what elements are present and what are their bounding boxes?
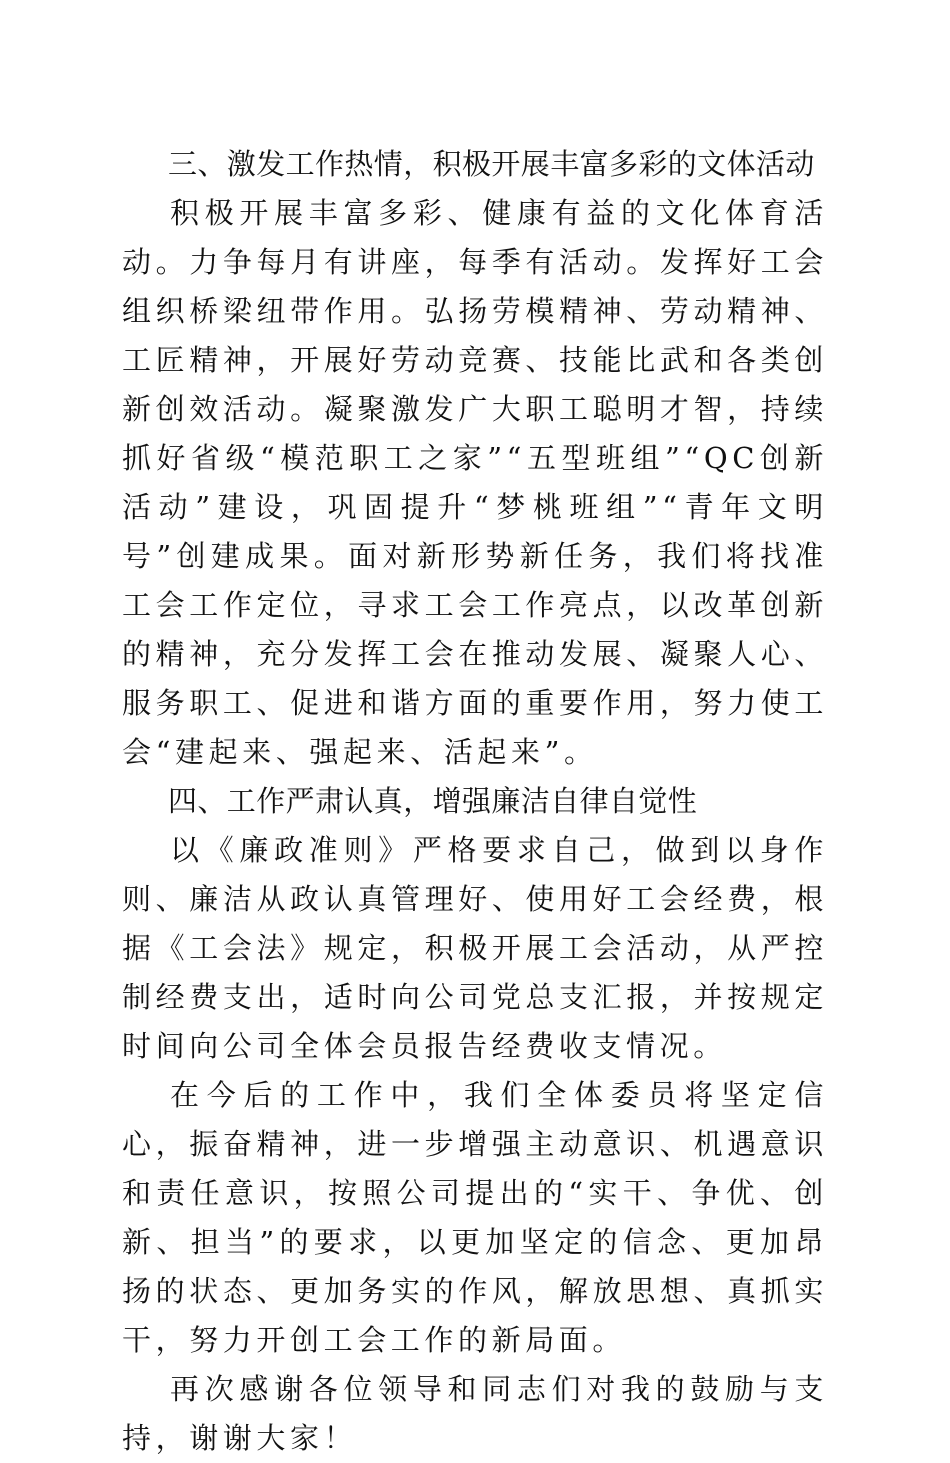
- section-3-heading: 三、激发工作热情，积极开展丰富多彩的文体活动: [168, 147, 815, 181]
- document-page: [122, 140, 828, 1463]
- closing-paragraph: 在今后的工作中，我们全体委员将坚定信心，振奋精神，进一步增强主动意识、机遇意识和责任意识，按照公司提出的“实干、争优、创新、担当”的要求，以更加坚定的信念、更加昂扬的状态、更加务实的作风，解放思想、真抓实干，努力开创工会工作的新局面。: [122, 1078, 828, 1357]
- section-4-paragraph: 以《廉政准则》严格要求自己，做到以身作则、廉洁从政认真管理好、使用好工会经费，根据《工会法》规定，积极开展工会活动，从严控制经费支出，适时向公司党总支汇报，并按规定时间向公司全体会员报告经费收支情况。: [122, 833, 828, 1063]
- section-3-paragraph: 积极开展丰富多彩、健康有益的文化体育活动。力争每月有讲座，每季有活动。发挥好工会组织桥梁纽带作用。弘扬劳模精神、劳动精神、工匠精神，开展好劳动竞赛、技能比武和各类创新创效活动。凝聚激发广大职工聪明才智，持续抓好省级“模范职工之家”“五型班组”“QC创新活动”建设，巩固提升“梦桃班组”“青年文明号”创建成果。面对新形势新任务，我们将找准工会工作定位，寻求工会工作亮点，以改革创新的精神，充分发挥工会在推动发展、凝聚人心、服务职工、促进和谐方面的重要作用，努力使工会“建起来、强起来、活起来”。: [122, 196, 828, 769]
- section-4-heading: 四、工作严肃认真，增强廉洁自律自觉性: [168, 784, 698, 818]
- thanks-paragraph: 再次感谢各位领导和同志们对我的鼓励与支持，谢谢大家！: [122, 1372, 828, 1455]
